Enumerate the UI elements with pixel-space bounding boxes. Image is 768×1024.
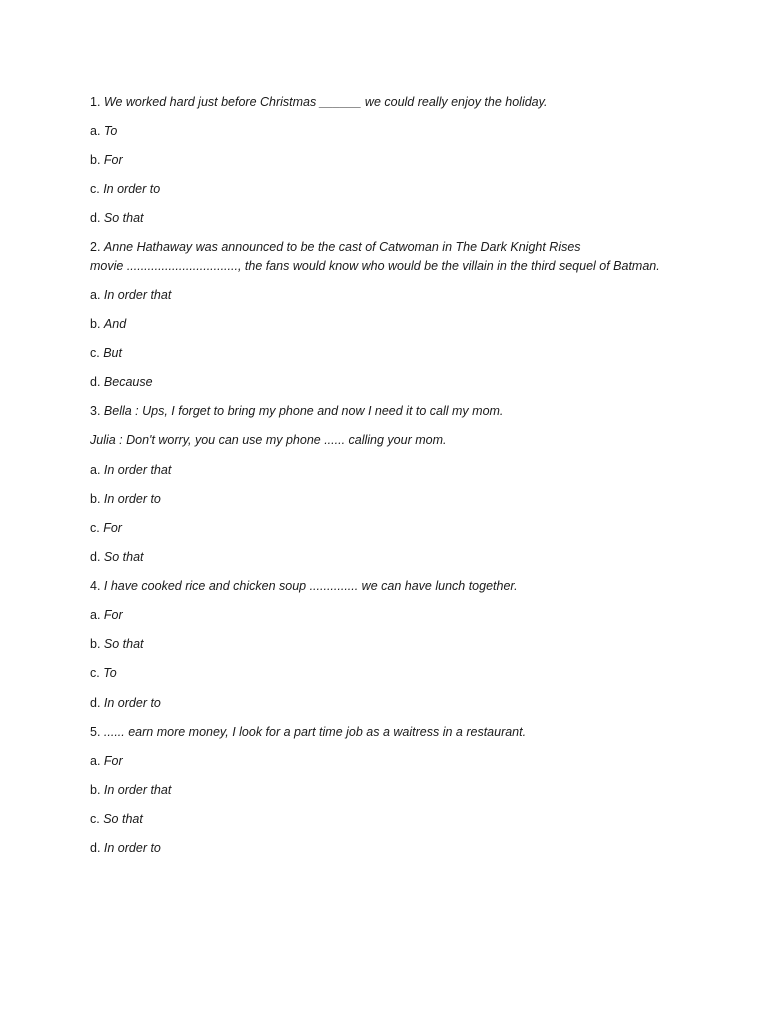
item-label: d.: [90, 211, 104, 225]
item-text: In order that: [103, 463, 172, 477]
item-text: So that: [103, 812, 143, 826]
item-label: c.: [90, 521, 104, 535]
item-label: d.: [90, 375, 104, 389]
item-label: c.: [90, 346, 104, 360]
item-label: c.: [90, 182, 104, 196]
question-2-stem-line-1: [90, 239, 581, 255]
question-2-option-d: [90, 374, 153, 390]
item-label: a.: [90, 754, 104, 768]
item-label: d.: [90, 696, 104, 710]
question-1-option-c: [90, 181, 160, 197]
question-3-stem-line-1: [90, 403, 503, 419]
item-label: b.: [90, 637, 104, 651]
item-text: So that: [103, 637, 144, 651]
item-label: 5.: [90, 725, 104, 739]
item-label: b.: [90, 317, 104, 331]
item-text: To: [103, 124, 118, 138]
item-text: For: [103, 153, 123, 167]
item-text: And: [103, 317, 127, 331]
question-4-option-a: [90, 607, 123, 623]
item-text: We worked hard just before Christmas ______ we could really enjoy the holiday.: [103, 95, 548, 109]
item-text: But: [103, 346, 122, 360]
question-5-option-c: [90, 811, 143, 827]
item-label: d.: [90, 550, 104, 564]
item-text: I have cooked rice and chicken soup .............. we can have lunch together.: [103, 579, 518, 593]
question-4-stem: [90, 578, 518, 594]
question-3-option-b: [90, 491, 161, 507]
item-text: In order to: [103, 182, 161, 196]
item-text: For: [103, 521, 122, 535]
question-4-option-b: [90, 636, 144, 652]
question-4-option-c: [90, 665, 117, 681]
item-label: a.: [90, 124, 104, 138]
item-text: Bella : Ups, I forget to bring my phone and now I need it to call my mom.: [103, 404, 504, 418]
item-text: In order that: [103, 783, 172, 797]
item-label: 1.: [90, 95, 104, 109]
item-label: a.: [90, 608, 104, 622]
item-label: b.: [90, 492, 104, 506]
item-text: For: [103, 608, 123, 622]
item-text: Because: [103, 375, 153, 389]
question-5-option-b: [90, 782, 171, 798]
item-label: c.: [90, 666, 104, 680]
item-text: In order to: [103, 696, 161, 710]
question-4-option-d: [90, 695, 161, 711]
item-text: movie ................................, the fans would know who would be the villain in the third sequel of Batman.: [90, 259, 660, 273]
question-1-option-a: [90, 123, 117, 139]
item-label: d.: [90, 841, 104, 855]
item-label: 3.: [90, 404, 104, 418]
question-2-option-c: [90, 345, 122, 361]
item-text: Julia : Don't worry, you can use my phone ...... calling your mom.: [90, 433, 447, 447]
item-text: ...... earn more money, I look for a part time job as a waitress in a restaurant.: [103, 725, 527, 739]
question-3-option-d: [90, 549, 144, 565]
question-1-stem: [90, 94, 547, 110]
item-text: So that: [103, 211, 144, 225]
question-1-option-d: [90, 210, 144, 226]
item-label: b.: [90, 153, 104, 167]
item-text: To: [103, 666, 117, 680]
item-text: Anne Hathaway was announced to be the cast of Catwoman in The Dark Knight Rises: [103, 240, 581, 254]
item-label: a.: [90, 288, 104, 302]
question-3-stem-line-2: [90, 432, 446, 448]
question-2-option-a: [90, 287, 171, 303]
question-5-option-a: [90, 753, 123, 769]
question-5-option-d: [90, 840, 161, 856]
question-2-stem-line-2: [90, 258, 660, 274]
item-label: a.: [90, 463, 104, 477]
item-label: c.: [90, 812, 104, 826]
item-label: 2.: [90, 240, 104, 254]
question-3-option-a: [90, 462, 171, 478]
item-text: For: [103, 754, 123, 768]
question-3-option-c: [90, 520, 122, 536]
item-text: In order to: [103, 492, 161, 506]
item-text: In order to: [103, 841, 161, 855]
item-label: b.: [90, 783, 104, 797]
item-text: In order that: [103, 288, 172, 302]
question-5-stem: [90, 724, 526, 740]
item-label: 4.: [90, 579, 104, 593]
question-2-option-b: [90, 316, 126, 332]
question-1-option-b: [90, 152, 123, 168]
item-text: So that: [103, 550, 144, 564]
